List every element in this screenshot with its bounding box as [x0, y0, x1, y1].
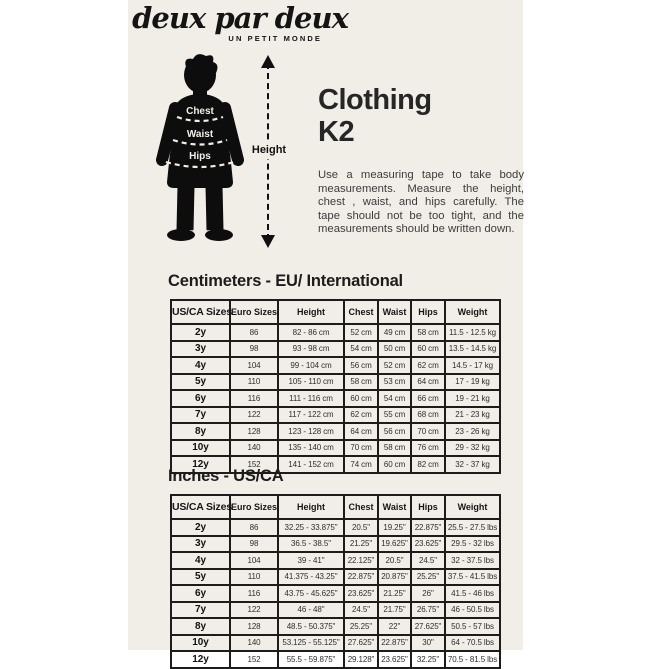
measurement-cell: 21.25": [344, 536, 378, 553]
brand-tagline: UN PETIT MONDE: [228, 34, 322, 43]
measurement-cell: 99 - 104 cm: [278, 357, 344, 374]
measurement-cell: 50 cm: [378, 341, 411, 358]
brand-logo: [128, 1, 352, 43]
measurement-cell: 11.5 - 12.5 kg: [445, 324, 500, 341]
measurement-cell: 93 - 98 cm: [278, 341, 344, 358]
table-row: [171, 357, 500, 374]
size-cell: 6y: [171, 585, 230, 602]
size-cell: 5y: [171, 569, 230, 586]
measurement-cell: 86: [230, 519, 278, 536]
measurement-cell: 24.5": [411, 552, 445, 569]
measurement-cell: 32.25 - 33.875": [278, 519, 344, 536]
measurement-cell: 36.5 - 38.5": [278, 536, 344, 553]
measurement-cell: 62 cm: [344, 407, 378, 424]
measurement-cell: 68 cm: [411, 407, 445, 424]
table-row: [171, 602, 500, 619]
column-header: US/CA Sizes: [171, 495, 230, 519]
measurement-cell: 141 - 152 cm: [278, 456, 344, 473]
size-cell: 4y: [171, 552, 230, 569]
measurement-cell: 29 - 32 kg: [445, 440, 500, 457]
measurement-cell: 56 cm: [378, 423, 411, 440]
measurement-cell: 22.875": [344, 569, 378, 586]
measurement-cell: 140: [230, 440, 278, 457]
size-cell: 10y: [171, 440, 230, 457]
table-row: [171, 390, 500, 407]
measurement-cell: 55 cm: [378, 407, 411, 424]
table-row: [171, 324, 500, 341]
measurement-cell: 21.75": [378, 602, 411, 619]
measurement-cell: 25.5 - 27.5 lbs: [445, 519, 500, 536]
measurement-cell: 54 cm: [378, 390, 411, 407]
inches-section-heading: Inches - US/CA: [168, 467, 284, 485]
inches-size-table: [170, 494, 501, 669]
size-cell: 12y: [171, 651, 230, 668]
page-title-line2: K2: [318, 116, 355, 149]
child-silhouette-icon: [150, 54, 250, 245]
measurement-cell: 86: [230, 324, 278, 341]
size-cell: 3y: [171, 341, 230, 358]
size-cell: 12y: [171, 456, 230, 473]
column-header: Weight: [445, 300, 500, 324]
measurement-cell: 22.875": [378, 635, 411, 652]
table-row: [171, 536, 500, 553]
cm-section-heading: Centimeters - EU/ International: [168, 272, 403, 290]
size-cell: 6y: [171, 390, 230, 407]
measurement-cell: 76 cm: [411, 440, 445, 457]
measurement-cell: 64 cm: [411, 374, 445, 391]
measurement-cell: 58 cm: [378, 440, 411, 457]
inches-table-header-row: [171, 495, 500, 519]
inches-table-body: [171, 519, 500, 668]
measurement-cell: 53 cm: [378, 374, 411, 391]
size-cell: 8y: [171, 423, 230, 440]
height-arrow: [251, 55, 287, 248]
measurement-cell: 53.125 - 55.125": [278, 635, 344, 652]
chest-label: Chest: [186, 106, 214, 117]
measurement-cell: 19 - 21 kg: [445, 390, 500, 407]
table-row: [171, 635, 500, 652]
measurement-cell: 123 - 128 cm: [278, 423, 344, 440]
measurement-cell: 32 - 37 kg: [445, 456, 500, 473]
column-header: Waist: [378, 300, 411, 324]
measurement-cell: 74 cm: [344, 456, 378, 473]
measurement-cell: 122: [230, 407, 278, 424]
table-row: [171, 651, 500, 668]
size-cell: 10y: [171, 635, 230, 652]
measurement-cell: 62 cm: [411, 357, 445, 374]
measurement-cell: 46 - 50.5 lbs: [445, 602, 500, 619]
measurement-cell: 52 cm: [378, 357, 411, 374]
table-row: [171, 569, 500, 586]
measurement-cell: 25.25": [411, 569, 445, 586]
measurement-cell: 110: [230, 569, 278, 586]
measurement-cell: 64 cm: [344, 423, 378, 440]
column-header: Euro Sizes: [230, 300, 278, 324]
measurement-cell: 50.5 - 57 lbs: [445, 618, 500, 635]
measurement-cell: 54 cm: [344, 341, 378, 358]
measurement-cell: 22.125": [344, 552, 378, 569]
table-row: [171, 585, 500, 602]
measurement-cell: 117 - 122 cm: [278, 407, 344, 424]
measurement-cell: 37.5 - 41.5 lbs: [445, 569, 500, 586]
measurement-cell: 64 - 70.5 lbs: [445, 635, 500, 652]
arrow-up-icon: [261, 55, 275, 68]
measurement-cell: 27.625": [411, 618, 445, 635]
measurement-cell: 82 - 86 cm: [278, 324, 344, 341]
measurement-cell: 48.5 - 50.375": [278, 618, 344, 635]
table-row: [171, 341, 500, 358]
measurement-cell: 23.625": [378, 651, 411, 668]
measurement-cell: 22": [378, 618, 411, 635]
column-header: Hips: [411, 300, 445, 324]
measurement-cell: 104: [230, 357, 278, 374]
height-label: Height: [246, 141, 292, 159]
measurement-cell: 25.25": [344, 618, 378, 635]
table-row: [171, 519, 500, 536]
measuring-instructions: Use a measuring tape to take body measurements. Measure the height, chest , waist, and hips carefully. The tape should not be too tight, and the measurements should be written down.: [318, 169, 524, 236]
measurement-cell: 140: [230, 635, 278, 652]
size-cell: 8y: [171, 618, 230, 635]
measurement-cell: 29.5 - 32 lbs: [445, 536, 500, 553]
column-header: Euro Sizes: [230, 495, 278, 519]
column-header: Hips: [411, 495, 445, 519]
size-cell: 7y: [171, 407, 230, 424]
measurement-cell: 29.128": [344, 651, 378, 668]
table-row: [171, 374, 500, 391]
arrow-down-icon: [261, 235, 275, 248]
column-header: Weight: [445, 495, 500, 519]
measurement-cell: 66 cm: [411, 390, 445, 407]
measurement-cell: 41.5 - 46 lbs: [445, 585, 500, 602]
measurement-cell: 49 cm: [378, 324, 411, 341]
measurement-cell: 27.625": [344, 635, 378, 652]
brand-logo-script: deux par deux: [132, 1, 348, 35]
size-cell: 5y: [171, 374, 230, 391]
measurement-cell: 26": [411, 585, 445, 602]
measurement-cell: 55.5 - 59.875": [278, 651, 344, 668]
measurement-cell: 58 cm: [344, 374, 378, 391]
measurement-cell: 82 cm: [411, 456, 445, 473]
measurement-cell: 17 - 19 kg: [445, 374, 500, 391]
hips-label: Hips: [189, 151, 211, 162]
measurement-cell: 56 cm: [344, 357, 378, 374]
measurement-cell: 98: [230, 341, 278, 358]
table-row: [171, 407, 500, 424]
measurement-cell: 111 - 116 cm: [278, 390, 344, 407]
measurement-cell: 60 cm: [378, 456, 411, 473]
measurement-cell: 58 cm: [411, 324, 445, 341]
measurement-cell: 105 - 110 cm: [278, 374, 344, 391]
measurement-cell: 116: [230, 390, 278, 407]
table-row: [171, 552, 500, 569]
table-row: [171, 423, 500, 440]
chart-panel: [128, 0, 524, 665]
measurement-cell: 13.5 - 14.5 kg: [445, 341, 500, 358]
column-header: Chest: [344, 300, 378, 324]
measurement-cell: 14.5 - 17 kg: [445, 357, 500, 374]
table-row: [171, 618, 500, 635]
measurement-cell: 70.5 - 81.5 lbs: [445, 651, 500, 668]
page-title-line1: Clothing: [318, 84, 432, 116]
column-header: Height: [278, 495, 344, 519]
child-measurement-figure: [150, 54, 250, 245]
measurement-cell: 70 cm: [344, 440, 378, 457]
measurement-cell: 26.75": [411, 602, 445, 619]
column-header: Chest: [344, 495, 378, 519]
table-row: [171, 440, 500, 457]
size-cell: 7y: [171, 602, 230, 619]
measurement-cell: 135 - 140 cm: [278, 440, 344, 457]
measurement-cell: 52 cm: [344, 324, 378, 341]
measurement-cell: 23.625": [344, 585, 378, 602]
measurement-cell: 30": [411, 635, 445, 652]
measurement-cell: 32.25": [411, 651, 445, 668]
size-cell: 2y: [171, 324, 230, 341]
measurement-cell: 152: [230, 651, 278, 668]
measurement-cell: 110: [230, 374, 278, 391]
measurement-cell: 21 - 23 kg: [445, 407, 500, 424]
column-header: Height: [278, 300, 344, 324]
measurement-cell: 128: [230, 618, 278, 635]
page-title: [318, 84, 524, 149]
measurement-cell: 43.75 - 45.625": [278, 585, 344, 602]
measurement-cell: 23 - 26 kg: [445, 423, 500, 440]
measurement-cell: 21.25": [378, 585, 411, 602]
measurement-cell: 128: [230, 423, 278, 440]
cm-table-header-row: [171, 300, 500, 324]
cm-size-table: [170, 299, 501, 474]
column-header: US/CA Sizes: [171, 300, 230, 324]
cm-table-body: [171, 324, 500, 473]
measurement-cell: 19.25": [378, 519, 411, 536]
size-cell: 4y: [171, 357, 230, 374]
measurement-cell: 152: [230, 456, 278, 473]
measurement-cell: 98: [230, 536, 278, 553]
measurement-cell: 116: [230, 585, 278, 602]
size-cell: 2y: [171, 519, 230, 536]
measurement-cell: 20.875": [378, 569, 411, 586]
measurement-cell: 19.625": [378, 536, 411, 553]
measurement-cell: 20.5": [378, 552, 411, 569]
measurement-cell: 24.5": [344, 602, 378, 619]
waist-label: Waist: [186, 129, 214, 140]
column-header: Waist: [378, 495, 411, 519]
measurement-cell: 32 - 37.5 lbs: [445, 552, 500, 569]
measurement-cell: 70 cm: [411, 423, 445, 440]
measurement-cell: 22.875": [411, 519, 445, 536]
measurement-cell: 104: [230, 552, 278, 569]
measurement-cell: 60 cm: [411, 341, 445, 358]
measurement-cell: 122: [230, 602, 278, 619]
measurement-cell: 20.5": [344, 519, 378, 536]
measurement-cell: 46 - 48": [278, 602, 344, 619]
measurement-cell: 41.375 - 43.25": [278, 569, 344, 586]
size-cell: 3y: [171, 536, 230, 553]
measurement-cell: 23.625": [411, 536, 445, 553]
measurement-cell: 60 cm: [344, 390, 378, 407]
measurement-cell: 39 - 41": [278, 552, 344, 569]
